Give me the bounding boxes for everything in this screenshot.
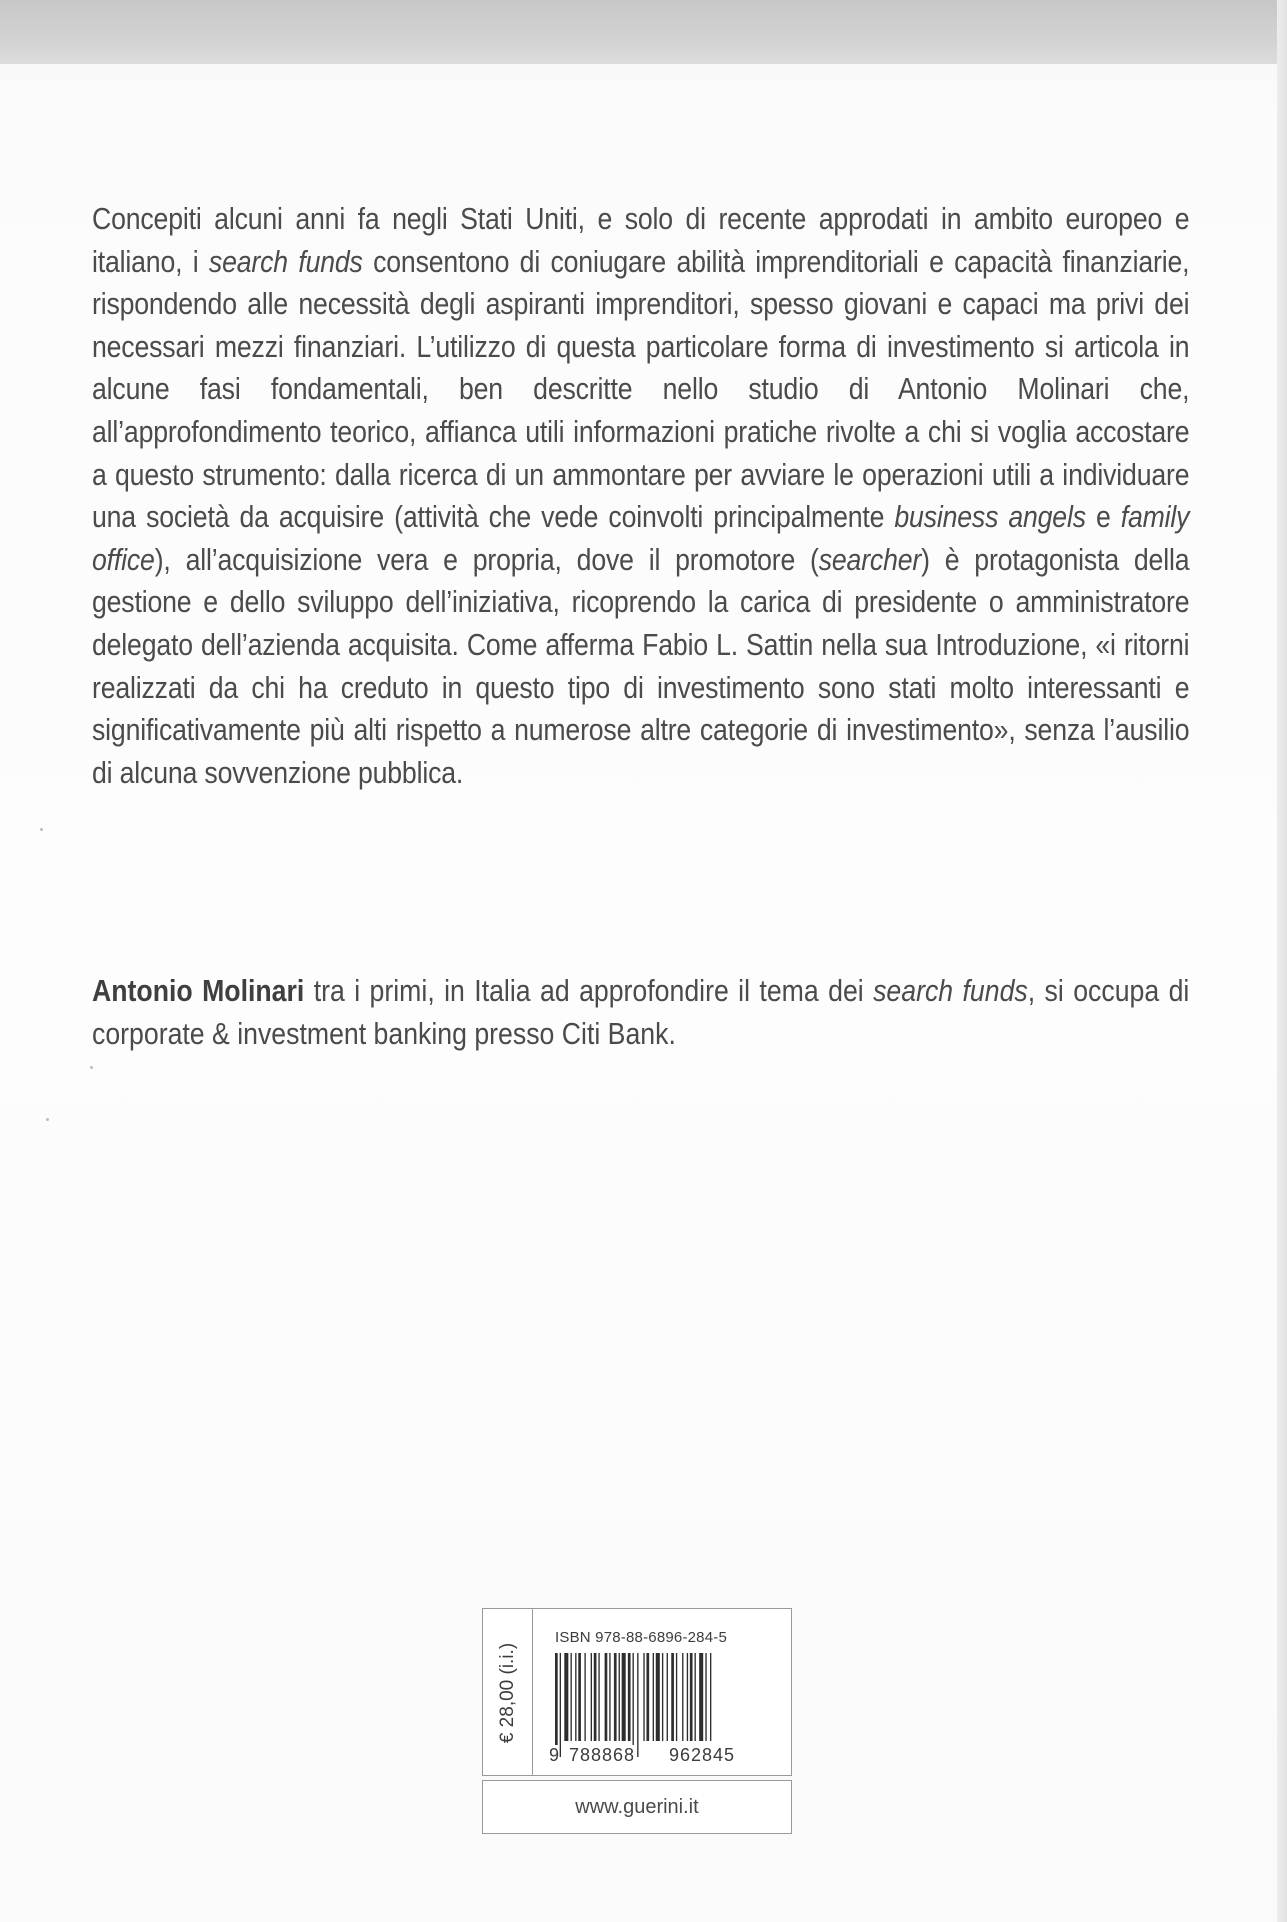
barcode-bar (653, 1653, 654, 1741)
barcode-bar (571, 1653, 572, 1741)
barcode-bar (646, 1653, 649, 1741)
barcode-bar (614, 1653, 617, 1741)
barcode-bar (656, 1653, 660, 1741)
barcode-bar (695, 1653, 696, 1741)
publisher-url: www.guerini.it (575, 1796, 699, 1818)
blurb-text: consentono di coniugare abilità imprenditoriali e capacità finanziarie, rispondendo alle necessità degli aspiranti imprenditori, spesso giovani e capaci ma privi dei necessari mezzi finanziari. L’utilizzo di questa particolare forma di investimento si articola in alcune fasi fondamentali, ben descritte nello studio di Antonio Molinari che, all’approfondimento teorico, affianca utili informazioni pratiche rivolte a chi si voglia accostare a questo strumento: dalla ricerca di un ammontare per avviare le operazioni utili a individuare una società da acquisire (attività che vede coinvolti principalmente (92, 243, 1190, 535)
barcode-bar (619, 1653, 620, 1741)
barcode-bar (609, 1653, 610, 1741)
barcode-bar (637, 1653, 638, 1757)
barcode-panel (482, 1608, 792, 1776)
paper-speck (90, 1066, 93, 1069)
barcode-bar (699, 1653, 703, 1741)
barcode-bar (690, 1653, 693, 1741)
cover-blurb (92, 198, 1189, 794)
barcode-bar (633, 1653, 634, 1757)
blurb-text: e (1085, 499, 1121, 535)
barcode-bar (710, 1653, 711, 1741)
barcode-bar (667, 1653, 668, 1741)
barcode-bar (628, 1653, 631, 1741)
barcode-bar (676, 1653, 677, 1741)
paper-speck (46, 1118, 49, 1121)
blurb-term: family office (92, 499, 1190, 577)
author-bio (92, 970, 1189, 1055)
barcode-digits-left: 788868 (569, 1745, 636, 1765)
barcode-graphic (551, 1653, 781, 1757)
author-bio-text: tra i primi, in Italia ad approfondire il tema dei (304, 973, 874, 1008)
barcode-bar (575, 1653, 576, 1741)
blurb-text: ), all’acquisizione vera e propria, dove il promotore ( (154, 541, 819, 577)
barcode-bar (682, 1653, 683, 1741)
right-edge-shadow (1277, 0, 1287, 1922)
author-bio-term: search funds (873, 973, 1028, 1008)
barcode-bar (591, 1653, 592, 1741)
blurb-text: ) è protagonista della gestione e dello sviluppo dell’iniziativa, ricoprendo la carica di presidente o amministratore delegato dell’azienda acquisita. Come afferma Fabio L. Sattin nella sua Introduzione, «i ritorni realizzati da chi ha creduto in questo tipo di investimento sono stati molto interessanti e significativamente più alti rispetto a numerose altre categorie di investimento», senza l’ausilio di alcuna sovvenzione pubblica. (92, 541, 1190, 790)
barcode-bar (594, 1653, 597, 1741)
barcode-bar (578, 1653, 581, 1741)
author-bio-text: , si occupa di corporate & investment banking presso Citi Bank. (92, 973, 1190, 1051)
blurb-term: business angels (894, 499, 1086, 535)
barcode-bar (564, 1653, 568, 1741)
publisher-url-box (482, 1780, 792, 1834)
blurb-term: search funds (208, 243, 363, 279)
blurb-text: Concepiti alcuni anni fa negli Stati Uniti, e solo di recente approdati in ambito europeo e italiano, i (92, 201, 1190, 279)
isbn-label: ISBN 978-88-6896-284-5 (555, 1629, 728, 1646)
barcode-bar (643, 1653, 644, 1741)
barcode-digits-right: 962845 (669, 1745, 736, 1765)
price-label: € 28,00 (i.i.) (497, 1642, 518, 1744)
barcode-bar (584, 1653, 585, 1741)
paper-speck (40, 828, 43, 831)
barcode-bar (622, 1653, 626, 1741)
barcode-bar (705, 1653, 706, 1741)
barcode-digit-first: 9 (549, 1745, 560, 1765)
price-cell (483, 1609, 533, 1775)
barcode-bar (560, 1653, 561, 1757)
barcode-bar (662, 1653, 663, 1741)
barcode-bar (671, 1653, 674, 1741)
barcode-bar (605, 1653, 608, 1741)
barcode-bar (598, 1653, 599, 1741)
author-name: Antonio Molinari (92, 973, 305, 1008)
barcode-bar (687, 1653, 688, 1741)
top-shadow-band (0, 0, 1277, 64)
barcode-bar (555, 1653, 558, 1757)
blurb-term: searcher (818, 541, 922, 577)
